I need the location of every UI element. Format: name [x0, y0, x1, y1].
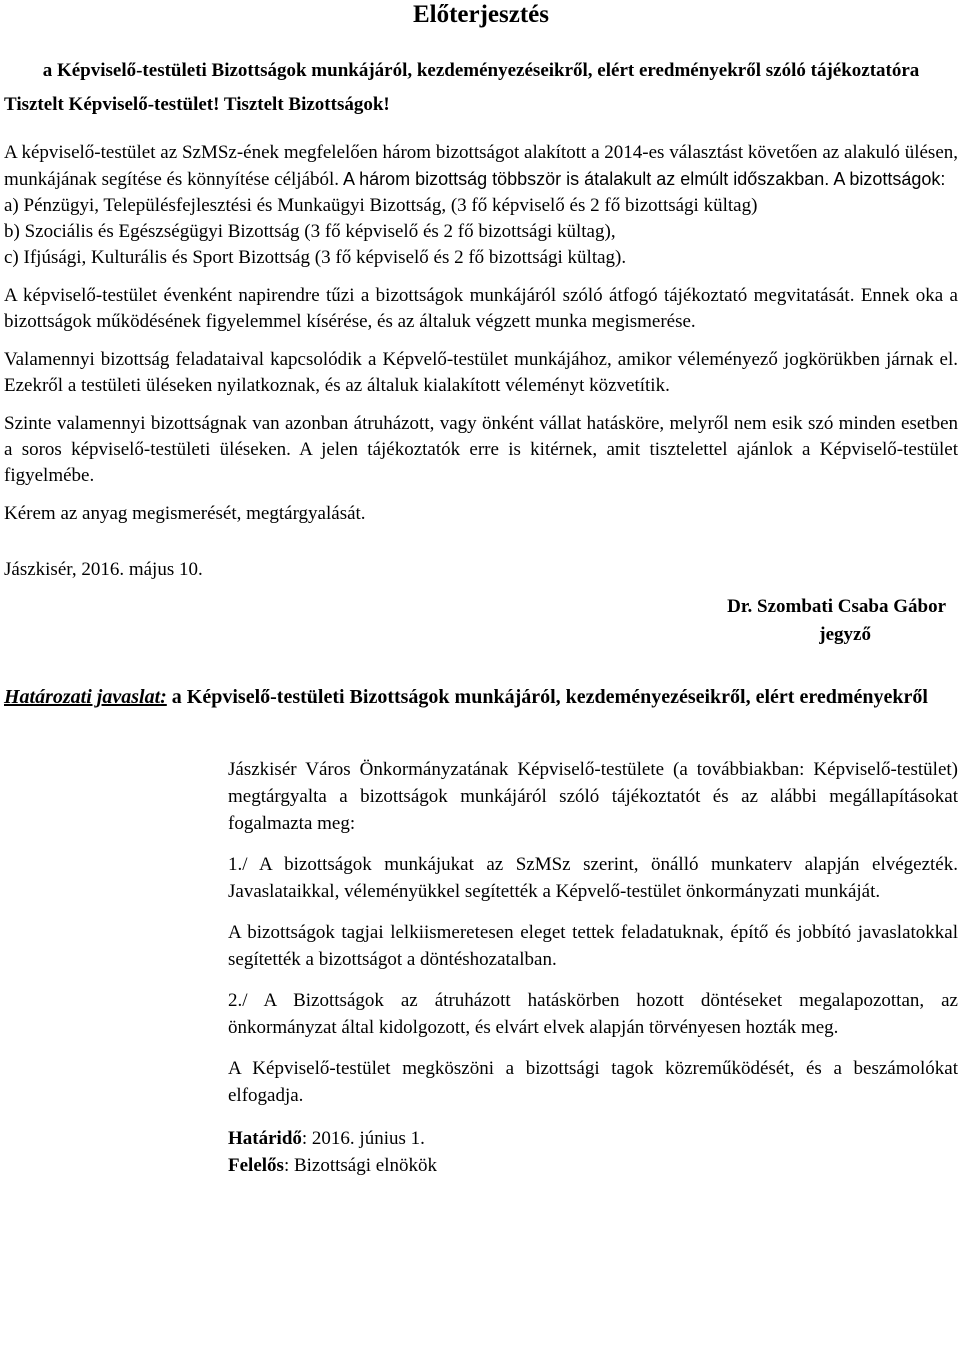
- intro-text-serif: A képviselő-testület az SzMSz-ének megfelelően három bizottságot alakított a 2014-es választást követően az alakuló ülésen, munkájának segítése és könnyítése céljából.: [4, 142, 958, 190]
- intro-text-sans: A három bizottság többször is átalakult az elmúlt időszakban. A bizottságok:: [339, 169, 946, 189]
- committee-item: b) Szociális és Egészségügyi Bizottság (3 fő képviselő és 2 fő bizottsági kültag),: [4, 221, 616, 242]
- resolution-closing: A Képviselő-testület megköszöni a bizottsági tagok közreműködését, és a beszámolókat elfogadja.: [228, 1058, 958, 1106]
- body-paragraph: Valamennyi bizottság feladataival kapcsolódik a Képvelő-testület munkájához, amikor véleményező jogkörükben járnak el. Ezekről a testületi üléseken nyilatkoznak, és az általuk kialakított véleményt közvetítik.: [4, 349, 958, 396]
- document-subtitle: a Képviselő-testületi Bizottságok munkájáról, kezdeményezéseikről, elért eredményekről szóló tájékoztatóra: [42, 60, 920, 81]
- responsible-value: : Bizottsági elnökök: [283, 1155, 437, 1176]
- body-paragraph: A képviselő-testület évenként napirendre tűzi a bizottságok munkájáról szóló átfogó tájékoztató megvitatását. Ennek oka a bizottságok működésének figyelemmel kísérése, és az általuk végzett munka megismerése.: [4, 285, 958, 332]
- responsible-line: [228, 1152, 958, 1179]
- resolution-heading-text: a Képviselő-testületi Bizottságok munkájáról, kezdeményezéseikről, elért eredményekről: [166, 686, 928, 708]
- deadline-value: : 2016. június 1.: [301, 1128, 425, 1149]
- deadline-block: [228, 1125, 958, 1179]
- signature-block: [4, 593, 958, 649]
- signatory-name: Dr. Szombati Csaba Gábor: [727, 596, 946, 617]
- resolution-intro: Jászkisér Város Önkormányzatának Képviselő-testülete (a továbbiakban: Képviselő-testület) megtárgyalta a bizottságok munkájáról szóló tájékoztatót és az alábbi megállapításokat fogalmazta meg:: [228, 759, 958, 834]
- resolution-point-1: 1./ A bizottságok munkájukat az SzMSz szerint, önálló munkaterv alapján elvégezték. Javaslataikkal, véleményükkel segítették a Képvelő-testület önkormányzati munkáját.: [228, 854, 958, 902]
- committee-item: a) Pénzügyi, Településfejlesztési és Munkaügyi Bizottság, (3 fő képviselő és 2 fő bizottsági kültag): [4, 195, 758, 216]
- committee-item: c) Ifjúsági, Kulturális és Sport Bizottság (3 fő képviselő és 2 fő bizottsági kültag).: [4, 247, 627, 268]
- resolution-point-2: 2./ A Bizottságok az átruházott hatáskörben hozott döntéseket megalapozottan, az önkormányzat által kidolgozott, és elvárt elvek alapján törvényesen hozták meg.: [228, 990, 958, 1038]
- deadline-label: Határidő: [228, 1128, 302, 1149]
- responsible-label: Felelős: [228, 1155, 284, 1176]
- intro-paragraph: [4, 140, 958, 193]
- request-line: Kérem az anyag megismerését, megtárgyalását.: [4, 503, 366, 524]
- document-page: [4, 0, 958, 1179]
- place-date: Jászkisér, 2016. május 10.: [4, 559, 203, 580]
- resolution-label: Határozati javaslat:: [4, 686, 167, 708]
- document-title: Előterjesztés: [412, 1, 550, 28]
- resolution-body: [228, 756, 958, 1179]
- signatory-title: jegyző: [819, 624, 871, 645]
- committee-list: [4, 193, 958, 271]
- body-paragraph: Szinte valamennyi bizottságnak van azonban átruházott, vagy önként vállat hatásköre, melyről nem esik szó minden esetben a soros képviselő-testületi üléseken. A jelen tájékoztatók erre is kitérnek, amit tisztelettel ajánlok a Képviselő-testület figyelmébe.: [4, 413, 958, 486]
- resolution-heading: [4, 684, 958, 711]
- deadline-line: [228, 1125, 958, 1152]
- salutation: Tisztelt Képviselő-testület! Tisztelt Bizottságok!: [4, 94, 390, 115]
- resolution-point-1b: A bizottságok tagjai lelkiismeretesen eleget tettek feladatuknak, építő és jobbító javaslatokkal segítették a bizottságot a döntéshozatalban.: [228, 922, 958, 970]
